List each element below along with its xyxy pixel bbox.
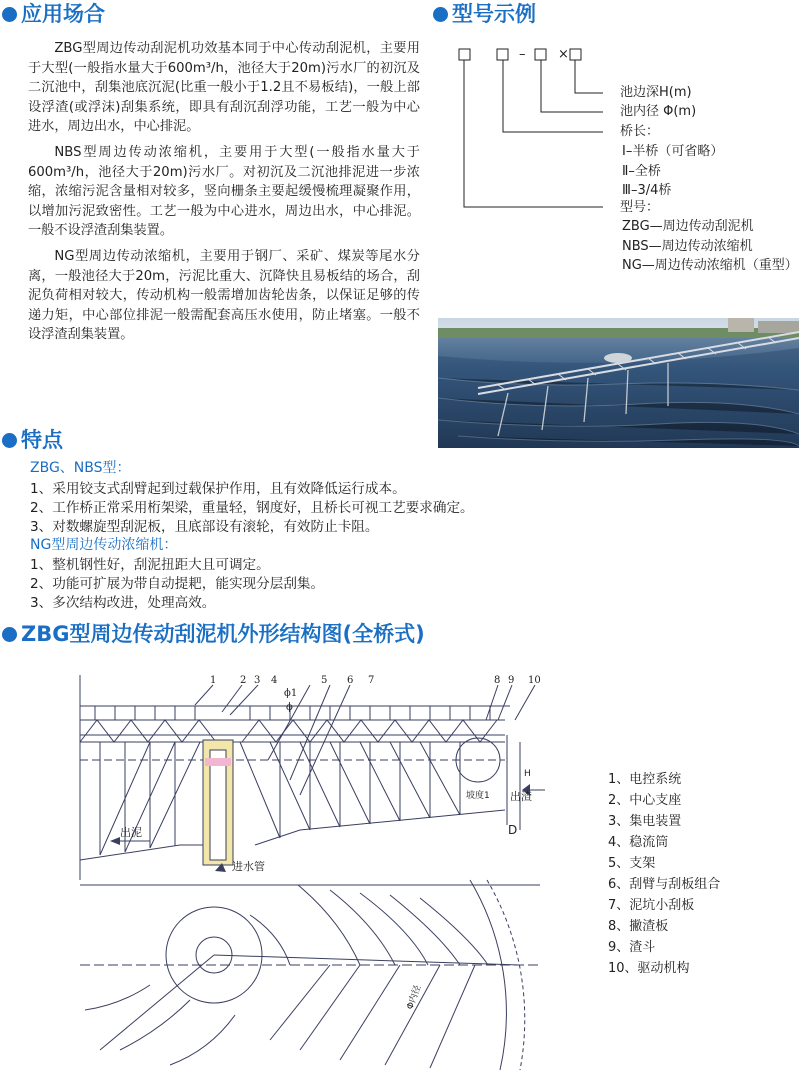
- legend-item-collector: 3、集电装置: [608, 814, 682, 829]
- model-label-bridge-full: Ⅱ–全桥: [622, 164, 661, 179]
- legend-item-scum-box: 9、渣斗: [608, 940, 656, 955]
- diagram-callout-9: 9: [508, 675, 515, 686]
- legend-item-stilling-well: 4、稳流筒: [608, 835, 669, 850]
- feature-item: 1、采用铰支式刮臂起到过载保护作用，且有效降低运行成本。: [30, 481, 406, 497]
- bullet-dot-icon: [2, 433, 17, 448]
- feature-item: 2、工作桥正常采用桁架梁，重量轻，钢度好，且桥长可视工艺要求确定。: [30, 500, 474, 516]
- diagram-phi-1: ϕ1: [284, 688, 298, 699]
- model-code-dash: –: [519, 47, 526, 62]
- application-text: [28, 39, 420, 345]
- clarifier-photo: [438, 318, 799, 448]
- diagram-phi: ϕ: [286, 702, 293, 713]
- feature-item: 3、对数螺旋型刮泥板，且底部设有滚轮，有效防止卡阻。: [30, 519, 379, 535]
- legend-item-electric-control: 1、电控系统: [608, 772, 682, 787]
- bullet-dot-icon: [2, 627, 17, 642]
- diagram-callout-6: 6: [347, 675, 354, 686]
- legend-item-pit-scraper: 7、泥坑小刮板: [608, 898, 695, 913]
- model-label-type: 型号：: [620, 200, 660, 215]
- application-paragraph-nbs: NBS型周边传动浓缩机，主要用于大型(一般指水量大于600m³/h，池径大于20m)污水厂。对初沉及二沉池排泥进一步浓缩，浓缩污泥含量相对较多，竖向栅条主要起缓慢梳理凝聚作用，以增加污泥致密性。工艺一般为中心进水，周边出水，中心排泥。 一般不设浮渣刮集装置。: [28, 144, 420, 239]
- diagram-callout-7: 7: [368, 675, 375, 686]
- section-title-application: 应用场合: [2, 4, 105, 25]
- diagram-label-out-scum: 出渣: [510, 790, 532, 803]
- legend-item-drive: 10、驱动机构: [608, 961, 690, 976]
- model-code-diagram: [455, 40, 605, 230]
- section-title-features: 特点: [2, 430, 63, 451]
- diagram-label-diameter: Φ内径: [405, 984, 424, 1012]
- diagram-callout-5: 5: [321, 675, 328, 686]
- model-label-nbs: NBS—周边传动浓缩机: [622, 239, 753, 254]
- model-label-zbg: ZBG—周边传动刮泥机: [622, 219, 754, 234]
- diagram-callout-1: 1: [210, 675, 217, 686]
- application-paragraph-ng: NG型周边传动浓缩机，主要用于钢厂、采矿、煤炭等尾水分离，一般池径大于20m，污泥比重大、沉降快且易板结的场合，刮泥负荷相对较大，传动机构一般需增加齿轮齿条，以保证足够的传递力矩，中心部位排泥一般需配套高压水使用，防止堵塞。一般不设浮渣刮集装置。: [28, 248, 420, 343]
- legend-item-scraper-arm: 6、刮臂与刮板组合: [608, 877, 721, 892]
- bullet-dot-icon: [2, 7, 17, 22]
- diagram-callout-4: 4: [271, 675, 278, 686]
- model-label-bridge-three-quarter: Ⅲ–3/4桥: [622, 183, 672, 198]
- application-paragraph-zbg: ZBG型周边传动刮泥机功效基本同于中心传动刮泥机，主要用于大型(一般指水量大于600m³/h，池径大于20m)污水厂的初沉及二沉池中，刮集池底沉泥(比重一般小于1.2且不易板结)，一般上部设浮渣(或浮沫)刮集系统，即具有刮沉刮浮功能，工艺一般为中心进水，周边出水，中心排泥。: [28, 41, 420, 135]
- legend-item-skimmer: 8、撇渣板: [608, 919, 669, 934]
- diagram-label-h: H: [524, 769, 531, 779]
- feature-item: 1、整机钢性好，刮泥扭距大且可调定。: [30, 557, 270, 573]
- feature-item: 3、多次结构改进，处理高效。: [30, 595, 216, 611]
- diagram-callout-10: 10: [528, 675, 541, 686]
- bullet-dot-icon: [433, 7, 448, 22]
- features-group-zbg-nbs: ZBG、NBS型：: [30, 460, 131, 476]
- model-label-bridge: 桥长：: [620, 124, 660, 139]
- legend-item-center-support: 2、中心支座: [608, 793, 682, 808]
- diagram-label-inlet-pipe: 进水管: [232, 860, 265, 873]
- model-code-times: ×: [558, 47, 569, 62]
- model-label-diameter: 池内径 Φ(m): [620, 104, 697, 119]
- feature-item: 2、功能可扩展为带自动提耙，能实现分层刮集。: [30, 576, 325, 592]
- structure-drawing: [70, 664, 570, 1074]
- model-label-depth: 池边深H(m): [620, 85, 692, 100]
- diagram-callout-3: 3: [254, 675, 261, 686]
- diagram-label-slope: 坡度1: [466, 791, 490, 801]
- section-title-diagram: ZBG型周边传动刮泥机外形结构图(全桥式): [2, 624, 425, 645]
- diagram-callout-2: 2: [240, 675, 247, 686]
- model-label-bridge-half: Ⅰ–半桥（可省略）: [622, 144, 724, 159]
- legend-item-bracket: 5、支架: [608, 856, 656, 871]
- section-title-model: 型号示例: [433, 4, 536, 25]
- diagram-callout-8: 8: [494, 675, 501, 686]
- diagram-label-detail-d: D: [508, 823, 518, 837]
- features-group-ng: NG型周边传动浓缩机：: [30, 537, 178, 553]
- diagram-label-out-sludge: 出泥: [120, 826, 142, 839]
- model-label-ng: NG—周边传动浓缩机（重型）: [622, 258, 798, 273]
